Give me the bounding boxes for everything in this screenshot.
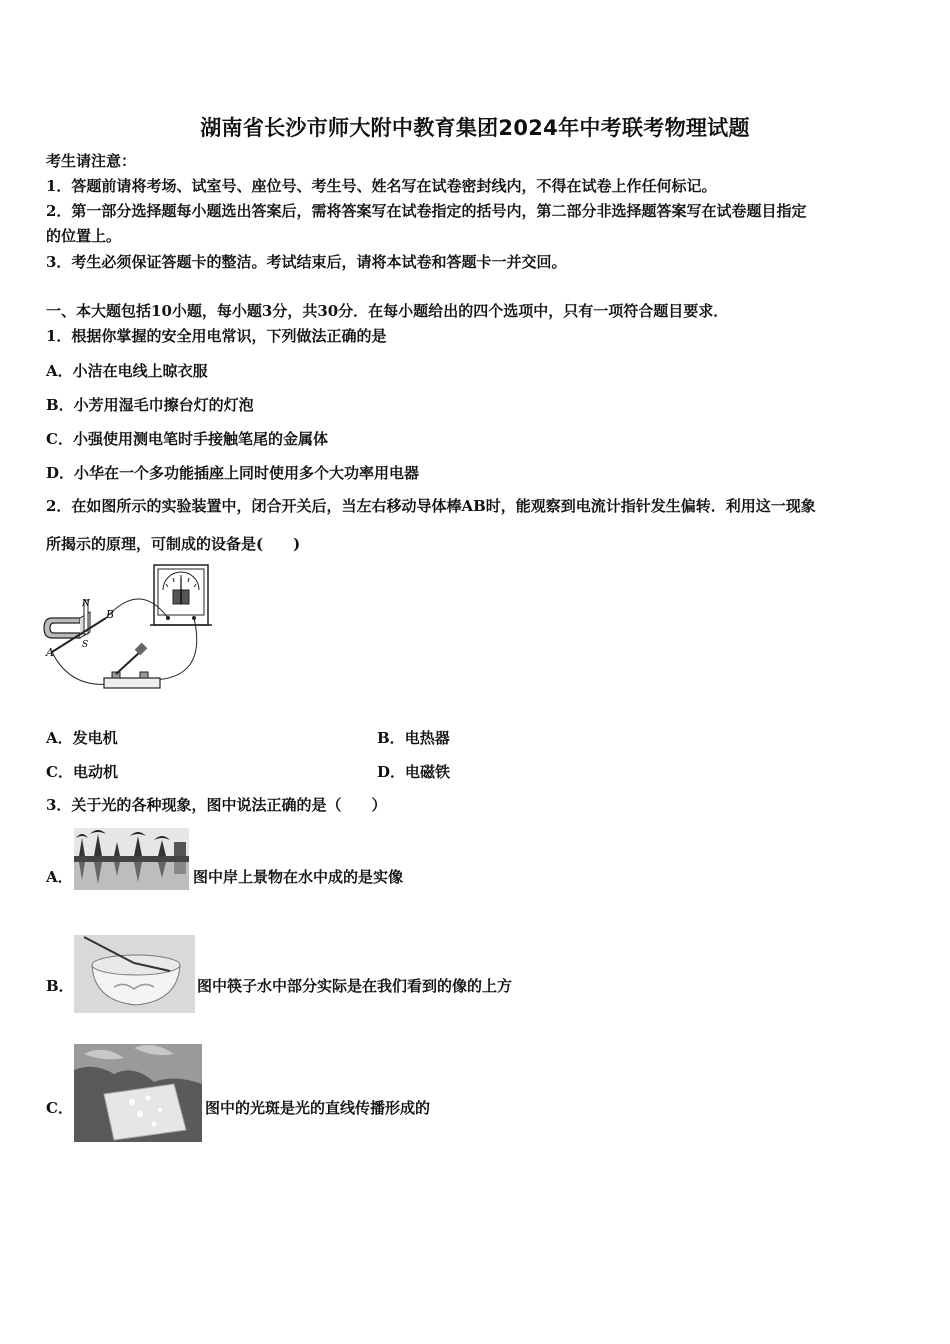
notice-item-2: 2．第一部分选择题每小题选出答案后，需将答案写在试卷指定的括号内，第二部分非选择题答案写在试卷题目指定 [46,202,807,220]
q2-stem-line1: 2．在如图所示的实验装置中，闭合开关后，当左右移动导体棒AB时，能观察到电流计指针发生偏转．利用这一现象 [46,497,816,515]
page-title: 湖南省长沙市师大附中教育集团2024年中考联考物理试题 [200,116,750,140]
q1-stem: 1．根据你掌握的安全用电常识，下列做法正确的是 [46,327,387,345]
q2-figure [40,560,220,695]
notice-item-3: 3．考生必须保证答题卡的整洁。考试结束后，请将本试卷和答题卡一并交回。 [46,253,567,271]
magnet-n-label: N [82,599,90,609]
q2-stem-line2: 所揭示的原理，可制成的设备是( ) [46,535,301,553]
q1-option-c: C．小强使用测电笔时手接触笔尾的金属体 [46,430,328,448]
q3-option-a-letter: A． [46,868,73,886]
notice-item-2-cont: 的位置上。 [46,227,122,245]
q1-option-b: B．小芳用湿毛巾擦台灯的灯泡 [46,396,254,414]
q1-option-a: A．小洁在电线上晾衣服 [46,362,208,380]
q3-option-b-text: 图中筷子水中部分实际是在我们看到的像的上方 [197,977,513,995]
galvanometer-icon [150,565,212,625]
chopstick-bowl-photo [74,935,195,1013]
induction-apparatus-diagram [40,560,220,695]
reflection-photo [74,828,189,890]
rod-label-a: A [46,646,54,659]
light-spot-photo [74,1044,202,1142]
q1-option-d: D．小华在一个多功能插座上同时使用多个大功率用电器 [46,464,420,482]
notice-item-1: 1．答题前请将考场、试室号、座位号、考生号、姓名写在试卷密封线内，不得在试卷上作任何标记。 [46,177,717,195]
q3-option-a-text: 图中岸上景物在水中成的是实像 [193,868,404,886]
q3-option-c-text: 图中的光斑是光的直线传播形成的 [205,1099,431,1117]
rod-label-b: B [106,608,115,621]
notice-heading: 考生请注意： [46,152,137,170]
magnet-s-label: S [82,640,89,650]
q3-option-c-letter: C． [46,1099,73,1117]
q2-option-a: A．发电机 [46,729,118,747]
section-heading: 一、本大题包括10小题，每小题3分，共30分．在每小题给出的四个选项中，只有一项符合题目要求． [46,302,729,320]
q3-stem: 3．关于光的各种现象，图中说法正确的是（ ） [46,796,387,814]
knife-switch-icon [104,643,160,688]
q2-option-c: C．电动机 [46,763,118,781]
q2-option-d: D．电磁铁 [377,763,451,781]
q2-option-b: B．电热器 [377,729,450,747]
q3-option-b-letter: B． [46,977,74,995]
